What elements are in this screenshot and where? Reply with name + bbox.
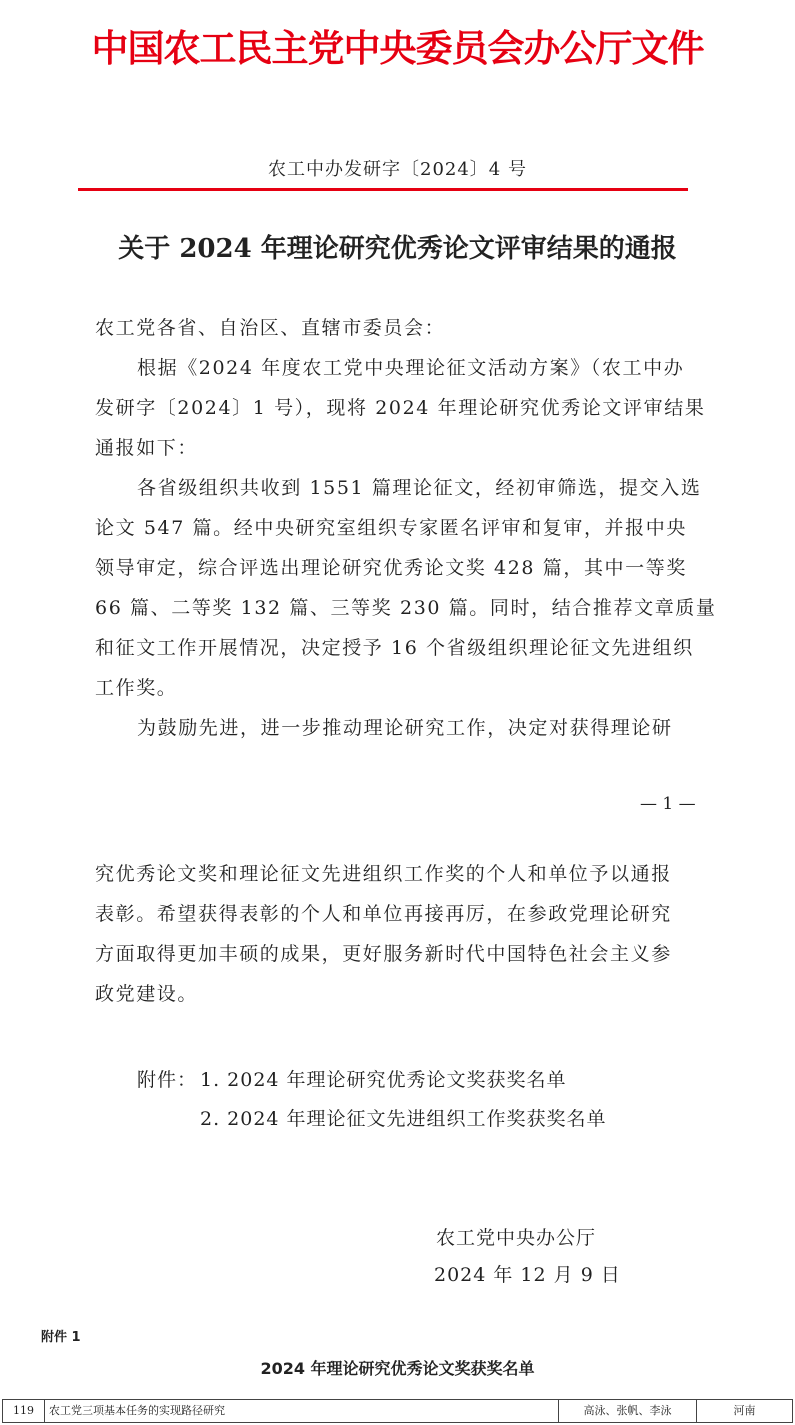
award-table [2, 1399, 793, 1423]
table-cell-authors: 高泳、张帆、李泳 [559, 1400, 697, 1422]
paragraph-line: 和征文工作开展情况，决定授予 16 个省级组织理论征文先进组织 [95, 637, 694, 659]
table-cell-province: 河南 [733, 1404, 756, 1417]
paragraph-line: 领导审定，综合评选出理论研究优秀论文奖 428 篇，其中一等奖 [95, 557, 687, 579]
paragraph-line: 政党建设。 [95, 983, 199, 1005]
paragraph-line: 方面取得更加丰硕的成果，更好服务新时代中国特色社会主义参 [95, 943, 672, 965]
paragraph-line: 发研字〔2024〕1 号），现将 2024 年理论研究优秀论文评审结果 [95, 397, 706, 419]
document-number: 农工中办发研字〔2024〕4 号 [268, 159, 527, 180]
paragraph-line: 表彰。希望获得表彰的个人和单位再接再厉，在参政党理论研究 [95, 903, 672, 925]
table-cell-paper-title: 农工党三项基本任务的实现路径研究 [45, 1400, 559, 1422]
paragraph-line: 论文 547 篇。经中央研究室组织专家匿名评审和复审，并报中央 [95, 517, 687, 539]
issuer-red-heading: 中国农工民主党中央委员会办公厅文件 [91, 26, 704, 70]
paragraph-line: 为鼓励先进，进一步推动理论研究工作，决定对获得理论研 [137, 717, 673, 739]
attachments-label: 附件： [137, 1069, 198, 1091]
salutation: 农工党各省、自治区、直辖市委员会： [95, 317, 446, 339]
paragraph-line: 通报如下： [95, 437, 199, 459]
paragraph-line: 究优秀论文奖和理论征文先进组织工作奖的个人和单位予以通报 [95, 863, 672, 885]
notice-title: 关于 2024 年理论研究优秀论文评审结果的通报 [118, 234, 677, 264]
signing-date: 2024 年 12 月 9 日 [434, 1264, 621, 1286]
red-divider-line [78, 188, 688, 191]
page-number: — 1 — [640, 794, 696, 814]
paragraph-line: 工作奖。 [95, 677, 178, 699]
signing-office: 农工党中央办公厅 [436, 1227, 597, 1249]
attachment-item[interactable]: 1. 2024 年理论研究优秀论文奖获奖名单 [200, 1069, 567, 1091]
annex-label: 附件 1 [41, 1330, 81, 1345]
table-cell-number: 119 [3, 1400, 45, 1422]
paragraph-line: 根据《2024 年度农工党中央理论征文活动方案》（农工中办 [137, 357, 685, 379]
annex-title: 2024 年理论研究优秀论文奖获奖名单 [260, 1359, 535, 1378]
paragraph-line: 各省级组织共收到 1551 篇理论征文，经初审筛选，提交入选 [137, 477, 702, 499]
paragraph-line: 66 篇、二等奖 132 篇、三等奖 230 篇。同时，结合推荐文章质量 [95, 597, 717, 619]
attachment-item[interactable]: 2. 2024 年理论征文先进组织工作奖获奖名单 [200, 1108, 607, 1130]
